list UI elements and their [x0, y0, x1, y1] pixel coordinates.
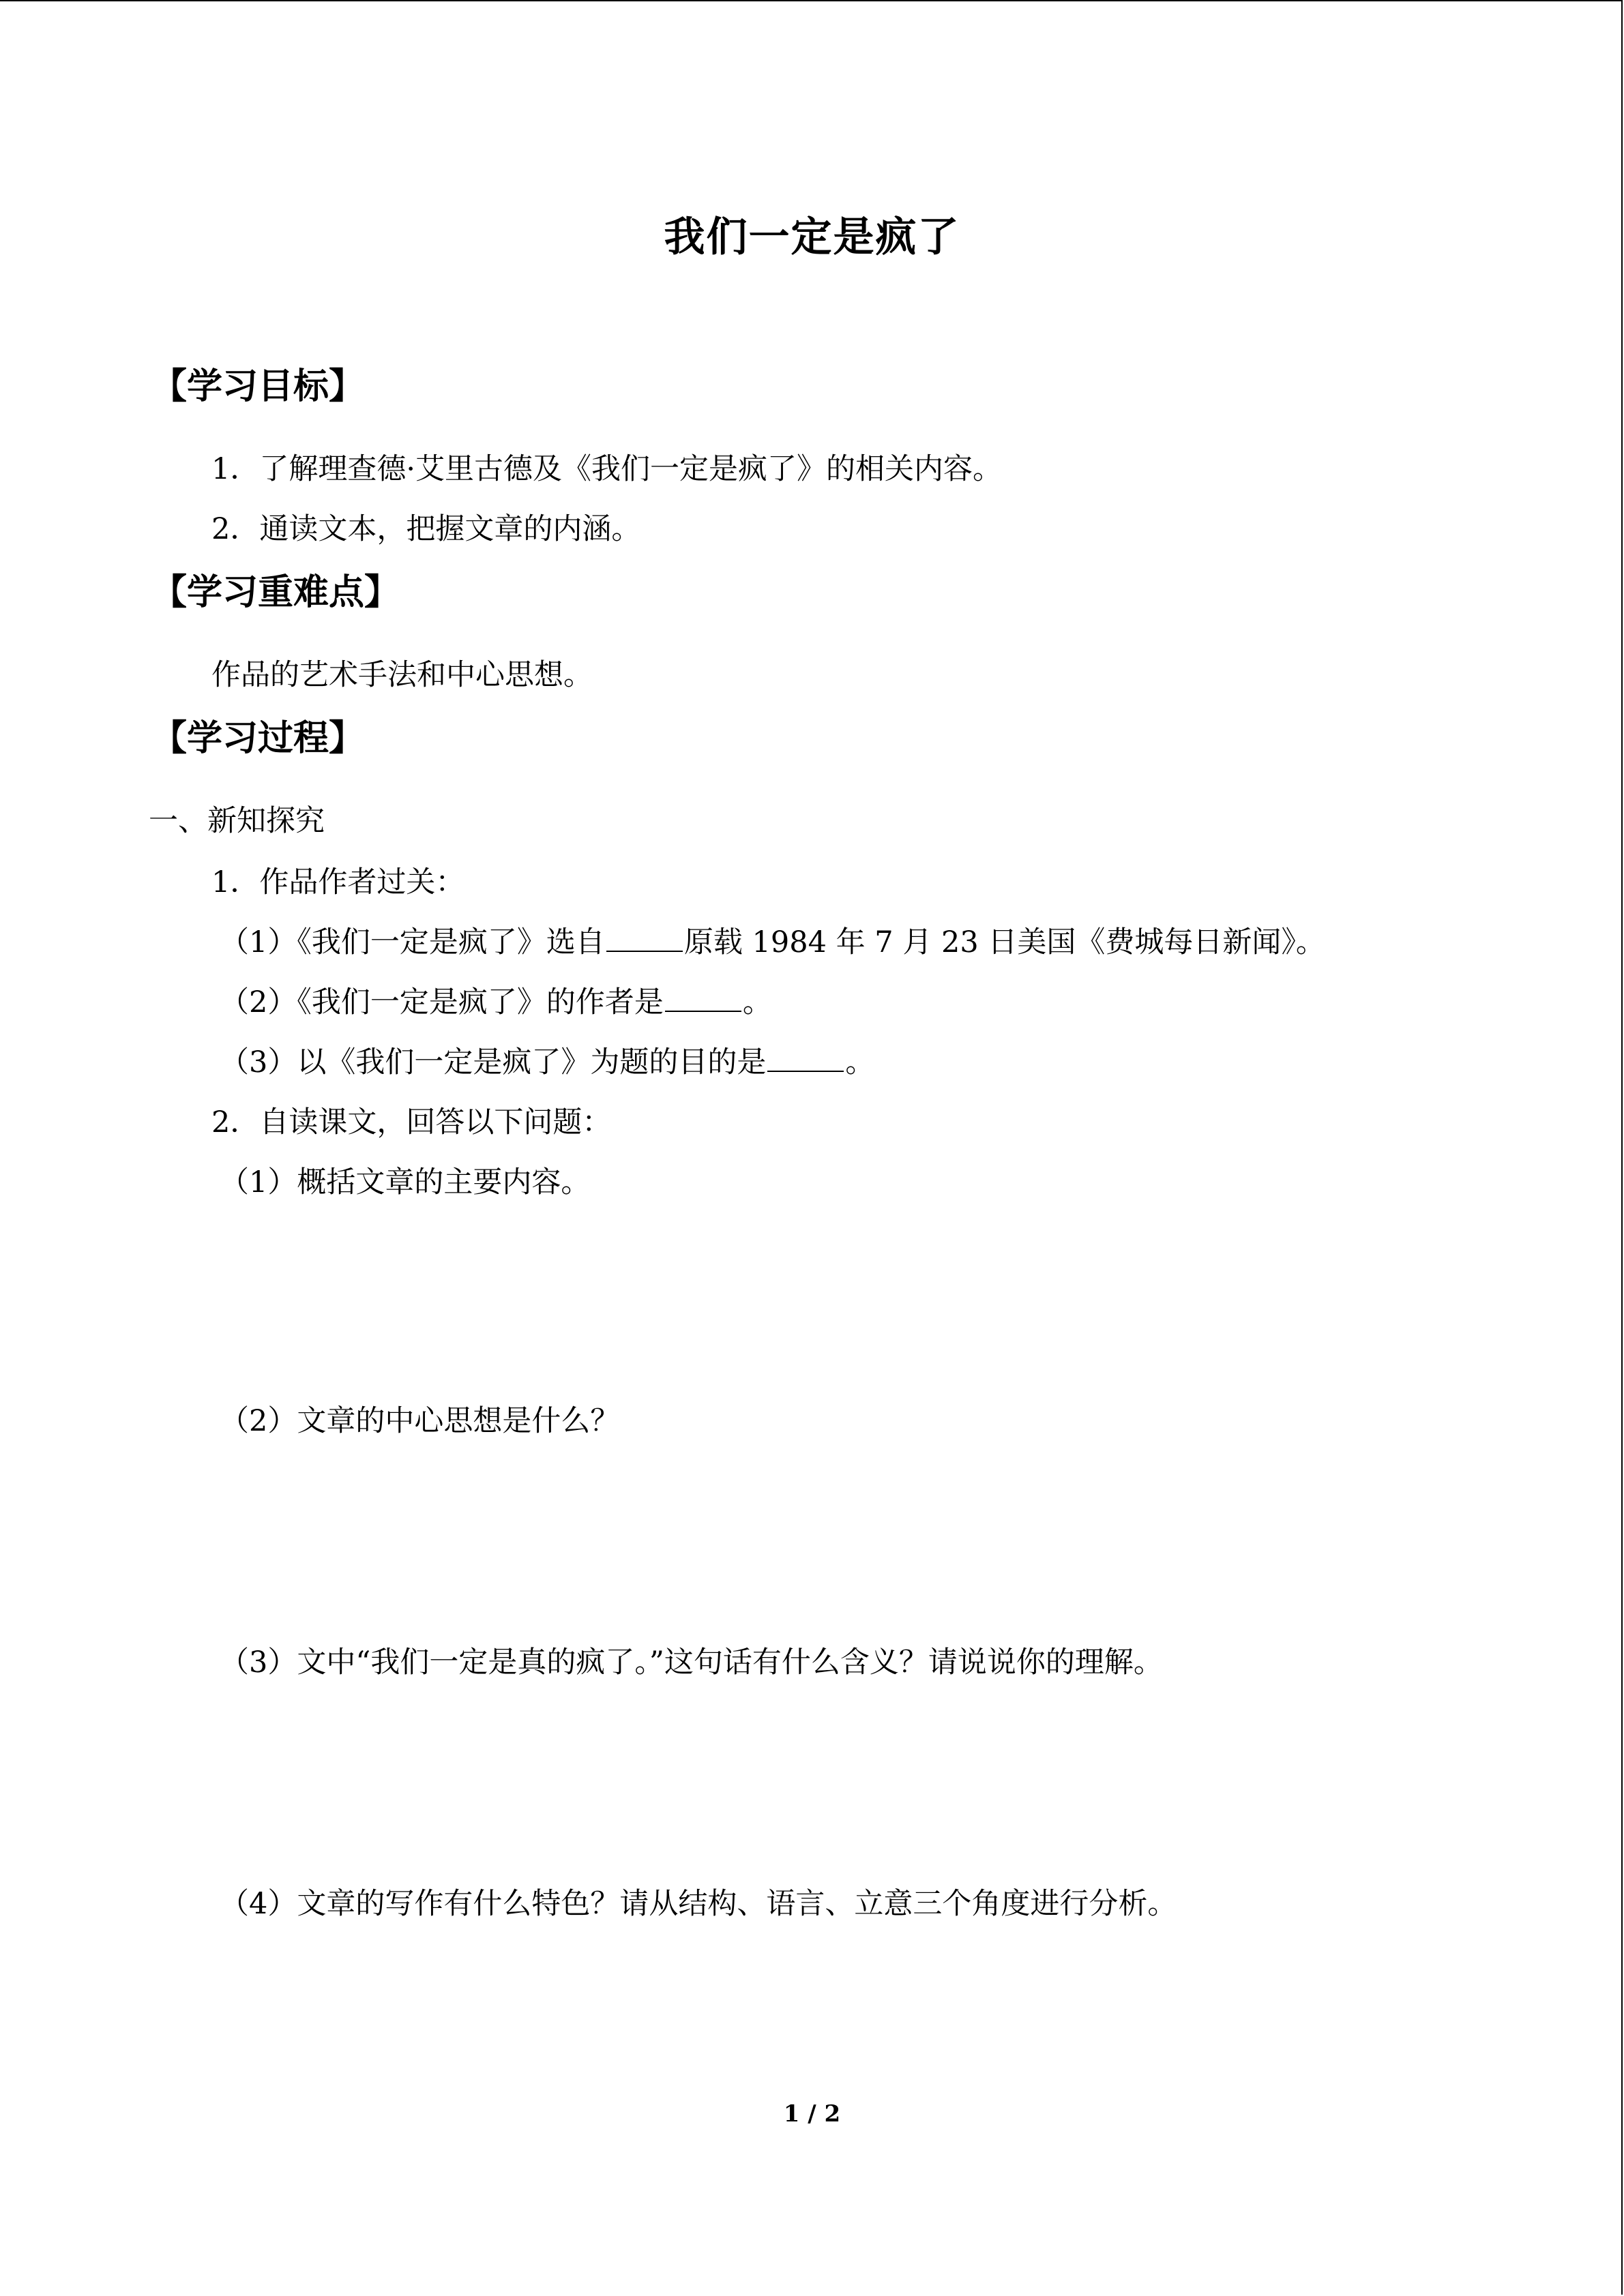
part-one-label: 一、新知探究	[149, 804, 325, 838]
objectives-heading: 【学习目标】	[151, 366, 365, 407]
document-title: 我们一定是疯了	[664, 213, 960, 261]
answer-blank-1-1[interactable]	[606, 923, 683, 952]
question-1-2	[220, 982, 772, 1023]
key-points-text: 作品的艺术手法和中心思想。	[211, 658, 593, 692]
question-2-1: （1）概括文章的主要内容。	[220, 1165, 591, 1199]
question-1-2-suffix: 。	[742, 985, 772, 1019]
question-1-3-prefix: （3）以《我们一定是疯了》为题的目的是	[220, 1045, 767, 1079]
question-2-label: 2．自读课文，回答以下问题：	[211, 1105, 612, 1139]
page-number: 1 / 2	[783, 2100, 841, 2128]
question-1-3	[220, 1042, 874, 1083]
question-1-1-prefix: （1）《我们一定是疯了》选自	[220, 925, 605, 959]
question-1-2-prefix: （2）《我们一定是疯了》的作者是	[220, 985, 664, 1019]
key-points-heading: 【学习重难点】	[151, 572, 400, 613]
question-1-1-suffix: 原载 1984 年 7 月 23 日美国《费城每日新闻》。	[683, 925, 1325, 959]
answer-blank-1-3[interactable]	[767, 1043, 844, 1072]
objective-item-1: 1．了解理查德·艾里古德及《我们一定是疯了》的相关内容。	[211, 452, 1003, 486]
question-1-3-suffix: 。	[845, 1045, 875, 1079]
question-2-3: （3）文中“我们一定是真的疯了。”这句话有什么含义？请说说你的理解。	[220, 1645, 1163, 1680]
process-heading: 【学习过程】	[151, 718, 365, 759]
question-1-1	[220, 922, 1325, 963]
question-2-4: （4）文章的写作有什么特色？请从结构、语言、立意三个角度进行分析。	[220, 1887, 1177, 1921]
answer-blank-1-2[interactable]	[665, 983, 741, 1012]
objective-item-2: 2．通读文本，把握文章的内涵。	[211, 512, 641, 546]
question-1-label: 1．作品作者过关：	[211, 865, 465, 899]
question-2-2: （2）文章的中心思想是什么？	[220, 1404, 620, 1438]
